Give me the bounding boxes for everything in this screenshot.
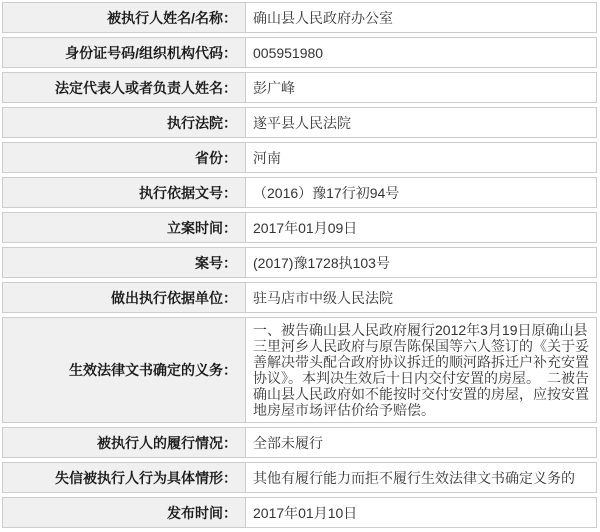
row-value: 全部未履行 xyxy=(253,434,323,451)
row-value: （2016）豫17行初94号 xyxy=(253,184,400,201)
table-row xyxy=(2,427,597,458)
row-label: 案号： xyxy=(3,248,246,277)
row-label: 失信被执行人行为具体情形： xyxy=(3,463,246,492)
table-row xyxy=(2,317,597,423)
table-row xyxy=(2,497,597,528)
row-value: 2017年01月09日 xyxy=(253,219,358,236)
row-label: 被执行人的履行情况： xyxy=(3,428,246,457)
table-row xyxy=(2,247,597,278)
row-value: 遂平县人民法院 xyxy=(253,114,351,131)
row-value: 彭广峰 xyxy=(253,79,295,96)
row-label: 执行依据文号： xyxy=(3,178,246,207)
row-value: 其他有履行能力而拒不履行生效法律文书确定义务的 xyxy=(253,469,575,486)
row-label: 发布时间： xyxy=(3,498,246,527)
row-value: 确山县人民政府办公室 xyxy=(253,9,393,26)
table-row xyxy=(2,107,597,138)
table-row xyxy=(2,142,597,173)
table-row xyxy=(2,462,597,493)
row-value: 2017年01月10日 xyxy=(253,504,358,521)
row-value: 一、被告确山县人民政府履行2012年3月19日原确山县三里河乡人民政府与原告陈保国等六人签订的《关于妥善解决带头配合政府协议拆迁的顺河路拆迁户补充安置协议》。本判决生效后十日内交付安置的房屋。 二被告确山县人民政府如不能按时交付安置的房屋，应按安置地房屋市场评估价给予赔偿。 xyxy=(253,322,589,418)
row-label: 生效法律文书确定的义务： xyxy=(3,318,246,422)
table-row xyxy=(2,72,597,103)
row-label: 省份： xyxy=(3,143,246,172)
row-value: 河南 xyxy=(253,149,281,166)
table-row xyxy=(2,177,597,208)
table-row xyxy=(2,37,597,68)
row-label: 被执行人姓名/名称： xyxy=(3,3,246,32)
row-label: 身份证号码/组织机构代码： xyxy=(3,38,246,67)
row-label: 立案时间： xyxy=(3,213,246,242)
table-row xyxy=(2,2,597,33)
row-value: 005951980 xyxy=(253,44,324,61)
row-value: 驻马店市中级人民法院 xyxy=(253,289,393,306)
row-label: 法定代表人或者负责人姓名： xyxy=(3,73,246,102)
table-row xyxy=(2,282,597,313)
row-label: 执行法院： xyxy=(3,108,246,137)
row-label: 做出执行依据单位： xyxy=(3,283,246,312)
row-value: (2017)豫1728执103号 xyxy=(253,254,390,271)
table-row xyxy=(2,212,597,243)
